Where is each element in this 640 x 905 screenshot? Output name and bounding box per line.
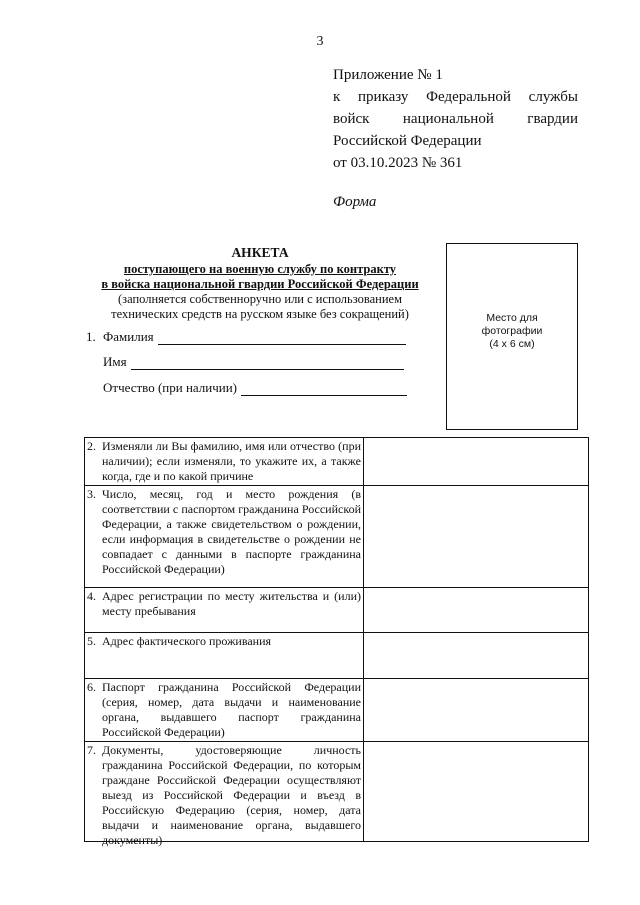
photo-placeholder	[446, 243, 578, 430]
appendix-word: Федеральной	[426, 89, 511, 105]
answer-cell[interactable]	[364, 588, 588, 632]
answer-cell[interactable]	[364, 438, 588, 485]
patronymic-field[interactable]	[103, 380, 407, 396]
table-row	[85, 438, 588, 485]
answer-cell[interactable]	[364, 742, 588, 841]
title-note: технических средств на русском языке без сокращений)	[111, 307, 409, 321]
appendix-word: войск	[333, 111, 370, 127]
question-number: 7.	[87, 743, 96, 757]
question-number: 5.	[87, 634, 96, 648]
surname-underline[interactable]	[158, 331, 406, 345]
photo-caption: Место для	[486, 312, 538, 324]
table-row	[85, 587, 588, 632]
form-label: Форма	[333, 194, 377, 210]
photo-caption: фотографии	[481, 325, 543, 337]
appendix-line-federation: Российской Федерации	[333, 133, 482, 149]
table-row	[85, 485, 588, 587]
answer-cell[interactable]	[364, 486, 588, 587]
patronymic-label: Отчество (при наличии)	[103, 380, 238, 395]
question-number: 3.	[87, 487, 96, 501]
question-text: Число, месяц, год и место рождения (в соответствии с паспортом гражданина Российской Федерации, а также свидетельством о рождении, если информация в свидетельстве о рождении не совпадает с данными в паспорте гражданина Российской Федерации)	[102, 487, 361, 576]
title-line: поступающего на военную службу по контракту	[123, 262, 397, 276]
question-number: 6.	[87, 680, 96, 694]
appendix-block	[333, 64, 578, 174]
table-row	[85, 678, 588, 741]
name-underline[interactable]	[131, 356, 404, 370]
name-label: Имя	[103, 354, 127, 369]
appendix-word: приказу	[358, 89, 409, 105]
title-note: (заполняется собственноручно или с использованием	[118, 292, 402, 306]
patronymic-underline[interactable]	[241, 382, 407, 396]
table-row	[85, 632, 588, 678]
appendix-title: Приложение № 1	[333, 67, 443, 83]
appendix-date: от 03.10.2023 № 361	[333, 155, 463, 171]
questionnaire-table	[84, 437, 589, 847]
appendix-line-order	[333, 86, 578, 108]
question-number: 2.	[87, 439, 96, 453]
appendix-word: службы	[528, 89, 578, 105]
question-text: Адрес фактического проживания	[102, 634, 272, 648]
photo-size: (4 х 6 см)	[489, 338, 535, 350]
question-text: Документы, удостоверяющие личность гражданина Российской Федерации, по которым граждане Российской Федерации осуществляют выезд из Российской Федерации и въезд в Российскую Федерацию (серия, номер, дата выдачи и наименование органа, выдавшего документы)	[102, 743, 361, 847]
table-row	[85, 741, 588, 847]
page-number: 3	[316, 34, 324, 49]
question-text: Адрес регистрации по месту жительства и (или) месту пребывания	[102, 589, 361, 618]
appendix-word: национальной	[402, 111, 494, 127]
name-field[interactable]	[103, 354, 404, 370]
appendix-word: гвардии	[527, 111, 578, 127]
title-line: в войска национальной гвардии Российской Федерации	[101, 277, 419, 291]
appendix-line-troops	[333, 108, 578, 130]
field-number: 1.	[86, 329, 96, 344]
surname-label: Фамилия	[103, 329, 154, 344]
questionnaire-title: АНКЕТА	[231, 245, 289, 260]
answer-cell[interactable]	[364, 679, 588, 741]
question-text: Изменяли ли Вы фамилию, имя или отчество (при наличии); если изменяли, то укажите их, а также когда, где и по какой причине	[102, 439, 361, 483]
question-number: 4.	[87, 589, 96, 603]
answer-cell[interactable]	[364, 633, 588, 678]
question-text: Паспорт гражданина Российской Федерации (серия, номер, дата выдачи и наименование органа, выдавшего паспорт гражданина Российской Федерации)	[102, 680, 361, 739]
appendix-word: к	[333, 89, 341, 105]
surname-field[interactable]	[86, 329, 406, 345]
